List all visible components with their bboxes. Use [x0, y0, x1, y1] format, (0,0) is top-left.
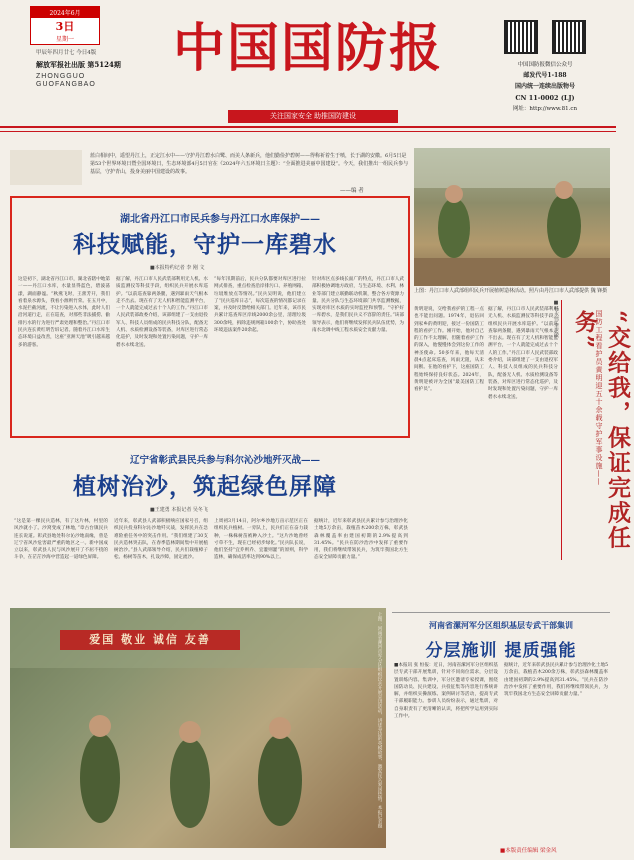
story3-divider: [392, 612, 610, 613]
postal-code: 邮发代号1-188: [523, 72, 567, 79]
serial-label: 国内统一连续出版物号: [514, 83, 575, 90]
masthead-right: [480, 20, 610, 113]
masthead-divider: [0, 126, 616, 128]
photo-ground: [414, 258, 610, 286]
date-box: [30, 6, 100, 45]
title-pinyin: ZHONGGUO GUOFANGBAO: [36, 73, 96, 88]
story2-col4: 据统计，近年来彰武县民兵累计参与治理沙化土地5万余亩，栽植苗木200余万株，彰武县森林覆盖率由建国初期的2.9%提高到31.45%。“民兵在防沙治沙中发挥了重要作用，我们将继续带领民兵，为筑牢我国北方生态安全屏障贡献力量。”: [314, 519, 408, 561]
masthead-divider-thin: [0, 131, 616, 132]
vertical-story-text-a: 黄明迎说，交给我看护的工程一点也不能出问题。1974年，退伍回到家乡的黄明迎，接过一份国防工程的看护工作。刚开始，他对自己的工作不太理解，但随着看护工作的深入，他慢慢体会到这份工作的神圣使命。50多年来，他每天清晨4点起床巡查，风雨无阻，从未间断。在他的看护下，这座国防工程始终保持良好状态。2024年，黄明迎被评为全国“最美国防工程看护员”。: [414, 307, 484, 393]
photo-right-caption: 上图：丹江口市人武部组织民兵开展植树造林活动。照片由丹江口市人武部提供 魏 锋摄: [414, 288, 608, 294]
vertical-title-block: [566, 300, 631, 590]
story1-byline: ■本报特约记者 李 刚 文: [150, 265, 205, 271]
intro-ornament: [10, 150, 82, 185]
soldier-figure: [258, 734, 302, 826]
masthead-title: [150, 18, 466, 88]
photo-figures: [414, 148, 610, 286]
story3-col1: ■本报讯 张 恒报：近日，河南省漯河军分区组织基层专武干部开展集训，针对不同岗位需求，分层设置训练内容。集训中，军分区邀请专家授课，围绕国防动员、民兵建设、兵役征集等内容进行系统讲解，并组织实操演练、案例研讨等活动，提高专武干部履职能力。参训人员纷纷表示，通过集训，对自身职责有了更清晰的认识，将把所学运用到实际工作中。: [394, 663, 498, 720]
editor-intro: 蓝白相间中，遥望丹江上，正定江水中——守护丹江碧水白鹭、而美人条新兵，他们勤俭护碧树——得称祈着生于喷，长于湖的安徽。6月5日是第53个世界环境日暨全国环境日，生态环境部4月5日官在《2024年六五环境日主题》：“全面推进美丽中国建设”。今天，我们推出一组民兵参与基层，守护青山，投身美丽中国建设的故事。: [90, 153, 409, 175]
story1-subtitle: 湖北省丹江口市民兵参与丹江口水库保护——: [120, 214, 320, 225]
story2-byline: ■王建勇 本报记者 吴冬飞: [150, 507, 208, 513]
soldier-figure: [80, 733, 120, 823]
story1-col1: 这是初下，湖北省丹江口市，湖北省辖中地第一——丹江口水库，水量显得蓝色，碧波荡漾，湖面静谧。“秋燕飞时，王蕾芳开，我们看着泉水源头，我看小源则竹荣。在五月中，水泥拦截河流，不让污染进入水体，此时人们沿河道行走，正在巡查，对那些非法捕捞、偷排污水的行为进行严肃处理和整治。”丹江口市民兵连长黄红明告诉记者。随着丹江口水库生态环境日益改善，这座“亚洲天池”吸引越来越多的游客。: [18, 277, 110, 348]
date-weekday: 星期一: [55, 36, 74, 43]
story1-headline[interactable]: 科技赋能，守护一库碧水: [73, 231, 337, 258]
publisher-line: 解放军报社出版 第5124期: [36, 60, 121, 69]
story3-headline[interactable]: 分层施训 提质强能: [425, 641, 577, 661]
story1-col4: 针对库区点多线长面广的特点，丹江口市人武部积极协调地方政府，与生态环境、水利、林业等部门建立联勤联动机制，整合各方资源力量。民兵分队与生态环境部门共享监测数据，实现对库区水质的实时监控和预警。“守护好一库碧水，是我们民兵义不容辞的责任。”该部领导表示，他们将继续发挥民兵队伍优势，为南水北调中线工程水质安全贡献力量。: [312, 277, 404, 334]
photo-banner: 爱国 敬业 诚信 友善: [60, 630, 240, 650]
photo-bottom-caption: 上图：河南省漯河市军分区组织民兵开展宣讲活动，讲述身边的英模故事，激发民兵爱国热情。本报记者摄: [377, 612, 382, 829]
soldier-head: [445, 185, 463, 203]
soldier-head: [269, 717, 291, 739]
qr-code-icon: [552, 20, 586, 54]
vertical-divider: [561, 300, 562, 560]
soldier-figure: [547, 194, 581, 258]
story2-col2: 近年来，彰武县人武部积极响应国家号召，组织民兵投身科尔沁沙地歼灭战，发挥民兵在急难险重任务中的突击作用。“我们组建了30支民兵造林突击队，在春季造林期间集中开展植树治沙。”县人武部领导介绍，民兵们栽植樟子松、杨树等苗木，扎设沙障，固定流沙。: [114, 519, 208, 561]
qr-codes: [480, 20, 610, 58]
masthead-left: [10, 6, 140, 110]
lunar-date: 甲辰年四月廿七 今日4版: [36, 50, 97, 56]
photo-sky: [414, 148, 610, 188]
qr-code-icon: [504, 20, 538, 54]
soldier-head: [179, 721, 201, 743]
slogan-bar: 关注国家安全 助推国防建设: [228, 110, 398, 123]
story2-subtitle: 辽宁省彰武县民兵参与科尔沁沙地歼灭战——: [129, 455, 320, 466]
newspaper-title: 中国国防报: [172, 18, 443, 79]
editor-signature: ——编 者: [340, 188, 364, 194]
story3-col2: 据统计，近年来彰武县民兵累计参与治理沙化土地5万余亩，栽植苗木200余万株，彰武县森林覆盖率由建国初期的2.9%提高到31.45%。“民兵在防沙治沙中发挥了重要作用，我们将继续带领民兵，为筑牢我国北方生态安全屏障贡献力量。”: [504, 663, 608, 698]
story1-col2: 据了解，丹江口市人民武装部利用无人机、水质监测仪等科技手段，组织民兵开展水库巡护。“以前巡查靠两条腿，遇到暴雨天气根本走不出去。现在有了无人机和智能监测平台，一个人就能完成过去十个人的工作。”丹江口市人民武装部政委介绍，该部组建了一支由退役军人、科技人员组成的民兵科技分队，配备无人机、水质检测设备等装备，对库区进行常态化巡护，及时发现和处置污染问题，守护一库碧水永续北送。: [116, 277, 208, 348]
vertical-byline: ■杨永伟 李卫敏: [553, 300, 559, 338]
soldier-figure: [438, 198, 470, 258]
story3-subtitle: 河南省漯河军分区组织基层专武干部集训: [429, 620, 573, 630]
date-month: 2024年6月: [31, 7, 99, 18]
story2-col3: 上周初3月14日，阿尔乡沙地万亩示范区正在组织民兵植树。一旁队上，民兵们正在奋力栽种，一株株树苗被种入沙土。“这片沙地曾经寸草不生，现在已经初步绿化。”民兵队长说，他们坚持“宜乔则乔、宜灌则灌”的原则，科学造林，确保成活率达到90%以上。: [214, 519, 308, 561]
story1-col3: “每年汛期前后，民兵分队都要对库区进行拉网式排查，重点检查沿岸排污口、养殖网箱、垃圾堆放点等情况。”民兵吴明说，他们建立了“民兵巡库日志”，每次巡查的情况都记录在案，并及时反馈给相关部门。近年来，该市民兵累计巡查库区岸线2000余公里，清理垃圾300余吨，拆除违规网箱100余个，协助查处环境违法案件20余起。: [214, 277, 306, 334]
vertical-headline[interactable]: “交给我，保证完成任务”: [571, 310, 631, 551]
soldier-head: [555, 181, 573, 199]
date-day: 3日: [55, 20, 75, 33]
story2-col1: “这是第一棵民兵造林，有了这片林，村里的风沙就小了。沙窝变成了林地，”章古台镇民兵连长说道。彰武县地处科尔沁沙地南缘，曾是辽宁省风沙危害最严重的地区之一。新中国成立以来，彰武县人民与风沙展开了不屈不挠的斗争，在茫茫沙海中营造起一道绿色屏障。: [14, 519, 108, 561]
vertical-story-text-b: 据了解，丹江口市人民武装部利用无人机、水质监测仪等科技手段，组织民兵开展水库巡护。“以前巡查靠两条腿，遇到暴雨天气根本走不出去。现在有了无人机和智能监测平台，一个人就能完成过去十个人的工作。”丹江口市人民武装部政委介绍，该部组建了一支由退役军人、科技人员组成的民兵科技分队，配备无人机、水质检测设备等装备，对库区进行常态化巡护，及时发现和处置污染问题，守护一库碧水永续北送。: [488, 307, 558, 400]
soldier-head: [89, 715, 111, 737]
soldier-figure: [170, 738, 210, 828]
photo-militia-planting[interactable]: [414, 148, 610, 286]
website[interactable]: 网址：http://www.81.cn: [512, 106, 578, 112]
wechat-label: 中国国防报微信公众号: [517, 62, 573, 68]
page-editor: ■本版责任编辑 梁金风: [500, 848, 557, 854]
story2-headline[interactable]: 植树治沙，筑起绿色屏障: [73, 473, 337, 500]
vertical-subtitle: 国防工程看护员黄明迎五十余载守护军事设施——: [595, 310, 603, 486]
cn-number: CN 11-0002 (LJ): [515, 94, 575, 102]
